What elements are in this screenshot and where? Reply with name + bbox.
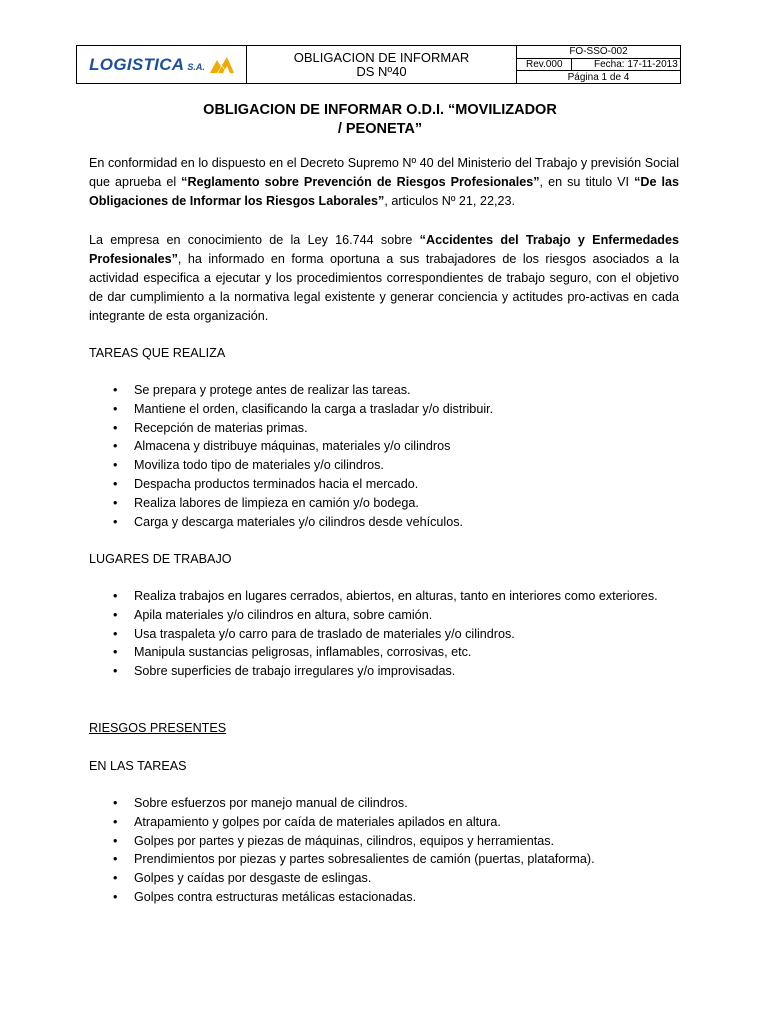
list-item: • Sobre esfuerzos por manejo manual de cilindros.	[113, 794, 673, 813]
p1-text-c: , en su titulo VI	[539, 175, 635, 189]
header-table	[76, 45, 681, 84]
document-title	[160, 101, 600, 139]
intro-paragraph-1	[89, 154, 679, 211]
document-title-line2: / PEONETA”	[337, 121, 423, 137]
p1-text-e: , articulos Nº 21, 22,23.	[384, 194, 515, 208]
logo-mark-icon	[210, 56, 234, 74]
list-item: • Prendimientos por piezas y partes sobresalientes de camión (puertas, plataforma).	[113, 850, 673, 869]
p1-bold-reglamento: “Reglamento sobre Prevención de Riesgos Profesionales”	[181, 175, 540, 189]
p1-bold-obligaciones: “De las Obligaciones de Informar los Riesgos Laborales”	[89, 175, 680, 208]
list-item: • Sobre superficies de trabajo irregulares y/o improvisadas.	[113, 662, 673, 681]
list-item: • Se prepara y protege antes de realizar las tareas.	[113, 381, 673, 400]
list-item: • Carga y descarga materiales y/o cilindros desde vehículos.	[113, 513, 673, 532]
list-item: • Golpes y caídas por desgaste de eslingas.	[113, 869, 673, 888]
list-item: • Realiza trabajos en lugares cerrados, abiertos, en alturas, tanto en interiores como exteriores.	[113, 587, 673, 606]
p2-text-c: , ha informado en forma oportuna a sus trabajadores de los riesgos asociados a la actividad especifica a ejecutar y los procedimientos correspondientes de trabajo seguro, con el objetivo de dar cumplimiento a la normativa legal existente y generar conciencia y actitudes pro-activas en cada integrante de esta organización.	[89, 252, 679, 323]
header-title-line1: OBLIGACION DE INFORMAR	[293, 49, 470, 65]
lugares-heading: LUGARES DE TRABAJO	[89, 552, 232, 566]
list-item: • Realiza labores de limpieza en camión y/o bodega.	[113, 494, 673, 513]
list-item: • Golpes por partes y piezas de máquinas, cilindros, equipos y herramientas.	[113, 832, 673, 851]
tareas-list	[113, 381, 673, 531]
document-title-line1: OBLIGACION DE INFORMAR O.D.I. “MOVILIZADOR	[203, 102, 557, 118]
tareas-heading: TAREAS QUE REALIZA	[89, 346, 226, 360]
p2-bold-ley: “Accidentes del Trabajo y Enfermedades Profesionales”	[89, 233, 679, 266]
riesgos-heading: RIESGOS PRESENTES	[89, 721, 227, 735]
riesgos-list	[113, 794, 673, 907]
list-item: • Almacena y distribuye máquinas, materiales y/o cilindros	[113, 437, 673, 456]
header-meta	[517, 46, 680, 83]
company-logo	[77, 46, 247, 83]
list-item: • Moviliza todo tipo de materiales y/o cilindros.	[113, 456, 673, 475]
list-item: • Despacha productos terminados hacia el mercado.	[113, 475, 673, 494]
list-item: • Golpes contra estructuras metálicas estacionadas.	[113, 888, 673, 907]
document-code: FO-SSO-002	[517, 46, 680, 59]
revision-date: Fecha: 17-11-2013	[594, 59, 678, 70]
list-item: • Recepción de materias primas.	[113, 419, 673, 438]
logo-suffix: S.A.	[187, 62, 205, 72]
p1-text-a: En conformidad en lo dispuesto en el Decreto Supremo Nº 40 del Ministerio del Trabajo y previsión Social que aprueba el	[89, 156, 679, 189]
p2-text-a: La empresa en conocimiento de la Ley 16.744 sobre	[89, 233, 420, 247]
page-number: Página 1 de 4	[567, 71, 630, 83]
intro-paragraph-2	[89, 231, 679, 326]
list-item: • Usa traspaleta y/o carro para de traslado de materiales y/o cilindros.	[113, 625, 673, 644]
list-item: • Mantiene el orden, clasificando la carga a trasladar y/o distribuir.	[113, 400, 673, 419]
list-item: • Manipula sustancias peligrosas, inflamables, corrosivas, etc.	[113, 643, 673, 662]
revision-number: Rev.000	[517, 59, 572, 71]
logo-text: LOGISTICA	[89, 54, 185, 74]
list-item: • Atrapamiento y golpes por caída de materiales apilados en altura.	[113, 813, 673, 832]
tareas-riesgos-heading: EN LAS TAREAS	[89, 759, 187, 773]
header-title-line2: DS Nº40	[356, 63, 407, 79]
header-title	[247, 46, 517, 83]
lugares-list	[113, 587, 673, 681]
revision-row	[517, 59, 680, 72]
list-item: • Apila materiales y/o cilindros en altura, sobre camión.	[113, 606, 673, 625]
